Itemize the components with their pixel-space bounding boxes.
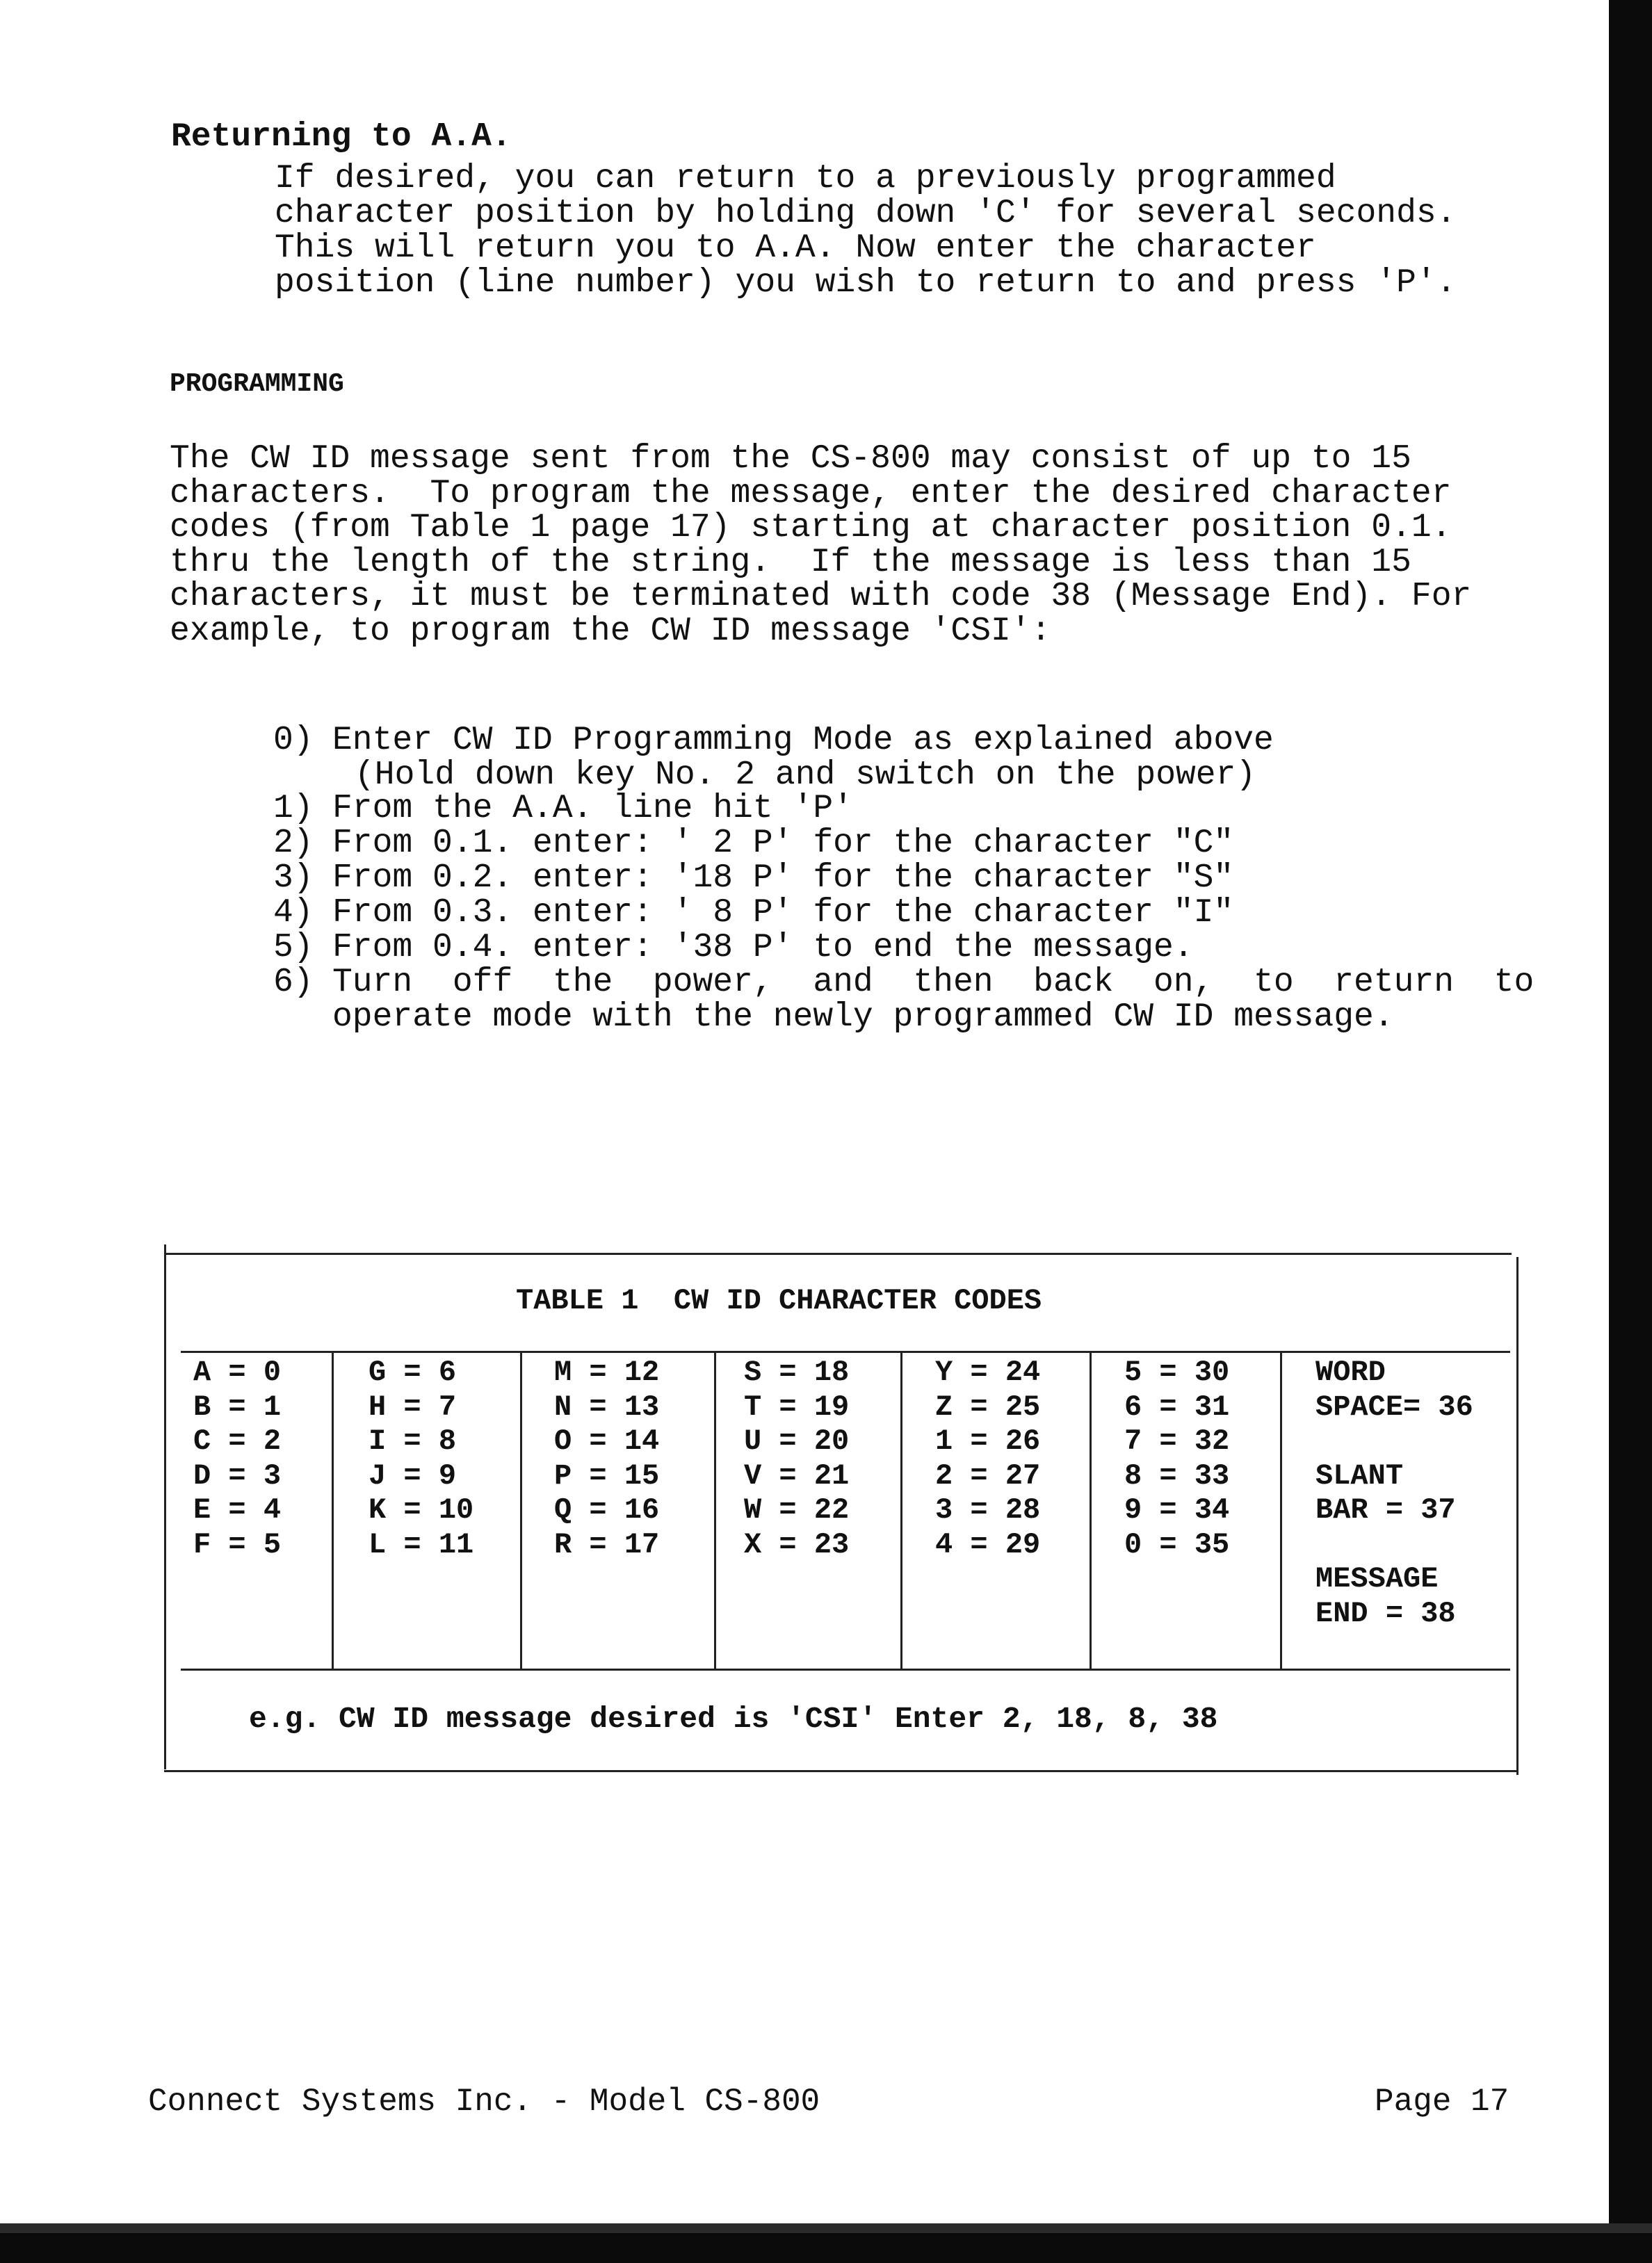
step-text: From the A.A. line hit 'P' <box>332 790 853 827</box>
step-number: 6) <box>273 964 314 1001</box>
table-left-rule <box>164 1244 166 1769</box>
programming-paragraph: The CW ID message sent from the CS-800 may consist of up to 15 characters. To program the message, enter the desired character codes (from Table 1 page 17) starting at character position 0.1. thru the length of the string. If the message is less than 15 characters, it must be terminated with code 38 (Message End). For example, to program the CW ID message 'CSI': <box>170 440 1472 650</box>
step-number: 4) <box>273 894 314 932</box>
table-column-a-f: A = 0 B = 1 C = 2 D = 3 E = 4 F = 5 <box>193 1356 282 1562</box>
table-column-special: WORD SPACE= 36 SLANT BAR = 37 MESSAGE END = 38 <box>1315 1356 1473 1630</box>
table-column-g-l: G = 6 H = 7 I = 8 J = 9 K = 10 L = 11 <box>369 1356 474 1562</box>
step-text: From 0.1. enter: ' 2 P' for the character "C" <box>332 825 1234 862</box>
table-example: e.g. CW ID message desired is 'CSI' Enter 2, 18, 8, 38 <box>249 1702 1218 1736</box>
scan-right-edge <box>1609 0 1652 2263</box>
step-text: Turn off the power, and then back on, to return to <box>332 964 1534 1001</box>
scan-bottom-edge <box>0 2233 1652 2263</box>
step-number: 2) <box>273 825 314 862</box>
column-divider <box>714 1351 716 1669</box>
returning-heading: Returning to A.A. <box>171 118 512 156</box>
column-divider <box>1280 1351 1282 1669</box>
programming-heading: PROGRAMMING <box>170 369 344 399</box>
step-text: Enter CW ID Programming Mode as explained above <box>332 722 1274 759</box>
step-text: From 0.2. enter: '18 P' for the character "S" <box>332 859 1234 897</box>
table-right-rule <box>1516 1257 1519 1775</box>
column-divider <box>332 1351 334 1669</box>
step-number: 5) <box>273 929 314 966</box>
step-continuation: operate mode with the newly programmed CW ID message. <box>332 998 1394 1036</box>
table-column-s-x: S = 18 T = 19 U = 20 V = 21 W = 22 X = 23 <box>744 1356 850 1562</box>
table-top-rule <box>164 1253 1512 1255</box>
column-divider <box>900 1351 902 1669</box>
step-continuation: (Hold down key No. 2 and switch on the power) <box>355 756 1256 794</box>
returning-paragraph: If desired, you can return to a previously programmed character position by holding down 'C' for several seconds. This will return you to A.A. Now enter the character position (line number) you wish to return to and press 'P'. <box>275 160 1457 302</box>
table-title: TABLE 1 CW ID CHARACTER CODES <box>516 1284 1042 1317</box>
column-divider <box>1090 1351 1092 1669</box>
footer-left: Connect Systems Inc. - Model CS-800 <box>148 2084 820 2120</box>
table-column-y-4: Y = 24 Z = 25 1 = 26 2 = 27 3 = 28 4 = 29 <box>935 1356 1041 1562</box>
step-number: 0) <box>273 722 314 759</box>
table-column-m-r: M = 12 N = 13 O = 14 P = 15 Q = 16 R = 17 <box>554 1356 660 1562</box>
step-number: 1) <box>273 790 314 827</box>
step-text: From 0.3. enter: ' 8 P' for the character "I" <box>332 894 1234 932</box>
cells-top-rule <box>181 1351 1510 1353</box>
page-number: Page 17 <box>1375 2084 1509 2120</box>
step-number: 3) <box>273 859 314 897</box>
column-divider <box>520 1351 522 1669</box>
table-column-5-0: 5 = 30 6 = 31 7 = 32 8 = 33 9 = 34 0 = 35 <box>1124 1356 1230 1562</box>
cells-bottom-rule <box>181 1669 1510 1671</box>
table-bottom-rule <box>164 1770 1517 1772</box>
step-text: From 0.4. enter: '38 P' to end the message. <box>332 929 1194 966</box>
